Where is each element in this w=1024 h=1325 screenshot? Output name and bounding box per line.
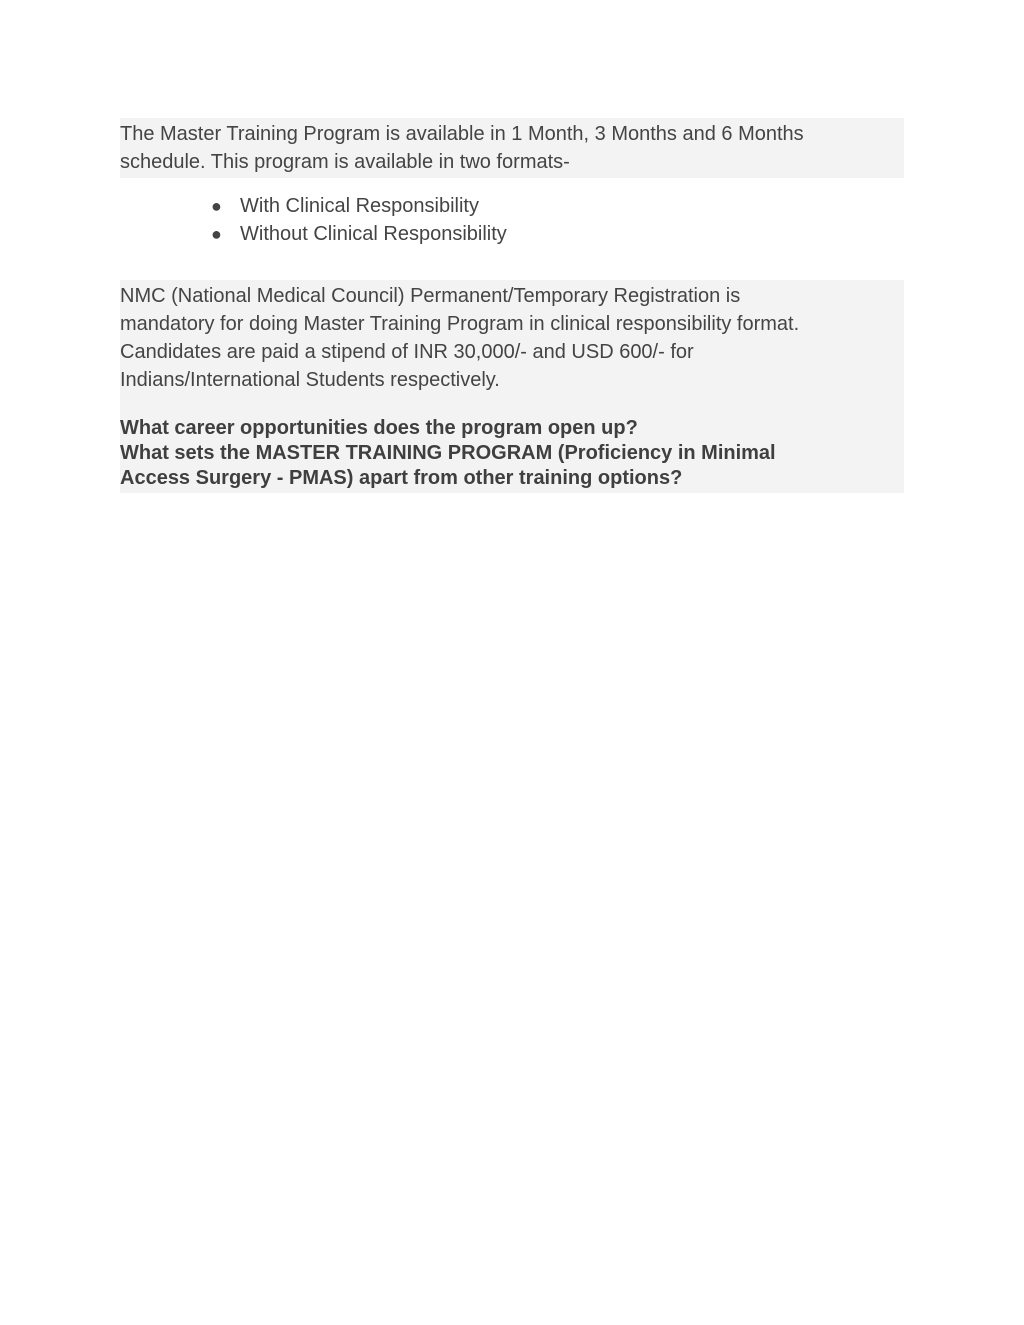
registration-line-3: Candidates are paid a stipend of INR 30,000/- and USD 600/- for xyxy=(120,341,694,363)
registration-line-4: Indians/International Students respectively. xyxy=(120,369,500,391)
bullet-icon: ● xyxy=(211,196,222,216)
question-pmas-line-2: Access Surgery - PMAS) apart from other training options? xyxy=(120,467,683,489)
intro-line-2: schedule. This program is available in two formats- xyxy=(120,151,570,173)
question-pmas-line-1: What sets the MASTER TRAINING PROGRAM (Proficiency in Minimal xyxy=(120,442,776,464)
bullet-icon: ● xyxy=(211,224,222,244)
document-body xyxy=(120,118,904,493)
formats-list xyxy=(120,192,904,248)
registration-line-2: mandatory for doing Master Training Program in clinical responsibility format. xyxy=(120,313,800,335)
format-without-clinical: Without Clinical Responsibility xyxy=(240,223,507,245)
paragraph-spacer xyxy=(120,394,904,416)
intro-paragraph xyxy=(120,118,904,178)
list-item xyxy=(210,192,904,220)
registration-section xyxy=(120,280,904,493)
question-career: What career opportunities does the program open up? xyxy=(120,417,638,439)
list-item xyxy=(210,220,904,248)
format-with-clinical: With Clinical Responsibility xyxy=(240,195,479,217)
intro-line-1: The Master Training Program is available in 1 Month, 3 Months and 6 Months xyxy=(120,123,804,145)
registration-line-1: NMC (National Medical Council) Permanent/Temporary Registration is xyxy=(120,285,741,307)
